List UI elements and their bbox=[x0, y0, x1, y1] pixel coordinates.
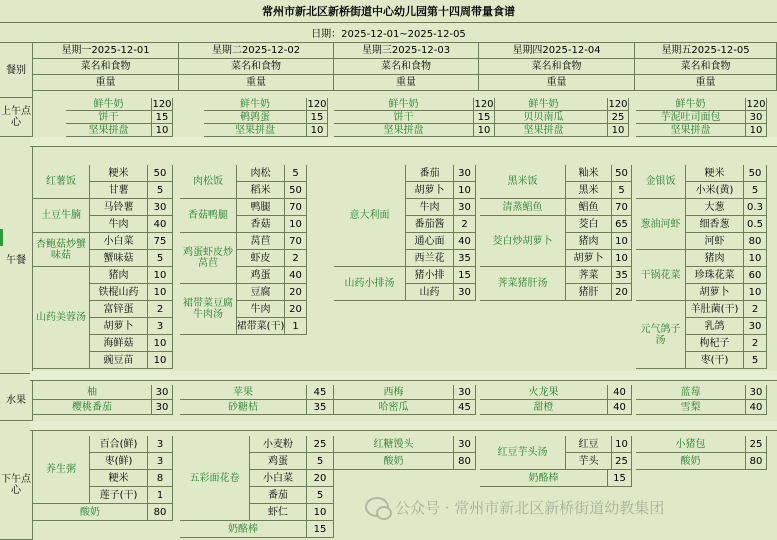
ingredient-cell: 虾皮 bbox=[237, 250, 285, 267]
section-lunch: 午餐 bbox=[0, 147, 33, 374]
ingredient-cell: 番茄 bbox=[250, 487, 307, 504]
ingredient-cell: 豆腐 bbox=[237, 284, 285, 301]
dish-name: 甜橙 bbox=[480, 400, 608, 415]
ingredient-cell: 70 bbox=[612, 199, 632, 216]
ingredient-cell: 50 bbox=[612, 165, 632, 182]
ingredient-cell: 小白菜 bbox=[90, 233, 148, 250]
ingredient-cell: 蟹味菇 bbox=[90, 250, 148, 267]
ingredient-cell: 5 bbox=[148, 250, 173, 267]
ingredient-cell: 1 bbox=[148, 487, 173, 504]
ingredient-cell: 5 bbox=[612, 182, 632, 199]
ingredient-cell: 40 bbox=[608, 385, 632, 400]
ingredient-cell: 10 bbox=[148, 352, 173, 369]
dish-name: 饼干 bbox=[66, 111, 152, 124]
dish-name: 土豆牛腩 bbox=[33, 199, 90, 233]
column-label-amount: 重量 bbox=[33, 75, 179, 91]
ingredient-cell: 80 bbox=[454, 453, 476, 470]
ingredient-cell: 40 bbox=[608, 400, 632, 415]
dish-name: 坚果拼盘 bbox=[204, 124, 307, 137]
ingredient-cell: 10 bbox=[612, 233, 632, 250]
dish-name: 杏鲍菇炒蟹味菇 bbox=[33, 233, 90, 267]
ingredient-cell: 10 bbox=[612, 436, 632, 453]
row-marker bbox=[0, 229, 3, 246]
ingredient-cell: 2 bbox=[744, 335, 767, 352]
dish-name: 鲜牛奶 bbox=[480, 98, 608, 111]
ingredient-cell: 80 bbox=[744, 233, 767, 250]
wechat-logo-icon bbox=[365, 497, 389, 517]
ingredient-cell: 15 bbox=[307, 521, 334, 538]
dish-name: 裙带菜豆腐牛肉汤 bbox=[180, 284, 237, 335]
ingredient-cell: 虾仁 bbox=[250, 504, 307, 521]
ingredient-cell: 10 bbox=[307, 504, 334, 521]
ingredient-cell: 30 bbox=[746, 111, 767, 124]
dish-name: 清蒸鲳鱼 bbox=[480, 199, 566, 216]
dish-name: 元气鸽子汤 bbox=[636, 301, 686, 369]
dish-name: 坚果拼盘 bbox=[334, 124, 474, 137]
section-afternoon-snack: 下午点心 bbox=[0, 430, 33, 540]
watermark bbox=[365, 494, 664, 520]
dish-name: 红薯饭 bbox=[33, 165, 90, 199]
ingredient-cell: 胡萝卜 bbox=[686, 284, 744, 301]
ingredient-cell: 70 bbox=[285, 199, 307, 216]
ingredient-cell: 2 bbox=[744, 301, 767, 318]
dish-name: 坚果拼盘 bbox=[480, 124, 608, 137]
ingredient-cell: 75 bbox=[148, 233, 173, 250]
dish-name: 鲜牛奶 bbox=[66, 98, 152, 111]
dish-name: 饼干 bbox=[334, 111, 474, 124]
ingredient-cell: 45 bbox=[307, 385, 334, 400]
ingredient-cell: 2 bbox=[454, 216, 476, 233]
ingredient-cell: 番茄酱 bbox=[406, 216, 454, 233]
day-header-wed: 星期三2025-12-03 bbox=[334, 43, 479, 59]
page-title: 常州市新北区新桥街道中心幼儿园第十四周带量食谱 bbox=[0, 0, 777, 23]
dish-name: 小猪包 bbox=[636, 436, 746, 453]
ingredient-cell: 海鲜菇 bbox=[90, 335, 148, 352]
ingredient-cell: 30 bbox=[152, 400, 173, 415]
ingredient-cell: 粳米 bbox=[90, 470, 148, 487]
ingredient-cell: 40 bbox=[285, 267, 307, 284]
dish-name: 鹌鹑蛋 bbox=[204, 111, 307, 124]
ingredient-cell: 5 bbox=[307, 487, 334, 504]
ingredient-cell: 茭白 bbox=[566, 216, 612, 233]
ingredient-cell: 10 bbox=[608, 124, 629, 137]
dish-name: 鲜牛奶 bbox=[334, 98, 474, 111]
ingredient-cell: 10 bbox=[612, 250, 632, 267]
ingredient-cell: 鸡蛋 bbox=[237, 267, 285, 284]
ingredient-cell: 红豆 bbox=[566, 436, 612, 453]
ingredient-cell: 肉松 bbox=[237, 165, 285, 182]
ingredient-cell: 籼米 bbox=[566, 165, 612, 182]
ingredient-cell: 65 bbox=[612, 216, 632, 233]
section-divider bbox=[30, 137, 777, 147]
ingredient-cell: 35 bbox=[307, 400, 334, 415]
dish-name: 苹果 bbox=[180, 385, 307, 400]
section-morning-snack: 上午点心 bbox=[0, 98, 33, 137]
ingredient-cell: 5 bbox=[285, 165, 307, 182]
ingredient-cell: 40 bbox=[148, 216, 173, 233]
ingredient-cell: 30 bbox=[454, 199, 476, 216]
ingredient-cell: 10 bbox=[307, 124, 328, 137]
column-label-dish: 菜名和食物 bbox=[635, 59, 777, 75]
dish-name: 金银饭 bbox=[636, 165, 686, 199]
column-label-dish: 菜名和食物 bbox=[179, 59, 334, 75]
dish-name: 干锅花菜 bbox=[636, 250, 686, 301]
ingredient-cell: 30 bbox=[152, 385, 173, 400]
ingredient-cell: 2 bbox=[148, 301, 173, 318]
ingredient-cell: 10 bbox=[152, 124, 173, 137]
ingredient-cell: 50 bbox=[744, 165, 767, 182]
ingredient-cell: 10 bbox=[454, 182, 476, 199]
dish-name: 葱油河虾 bbox=[636, 199, 686, 250]
section-divider bbox=[30, 421, 777, 431]
ingredient-cell: 百合(鲜) bbox=[90, 436, 148, 453]
ingredient-cell: 0.3 bbox=[744, 199, 767, 216]
ingredient-cell: 10 bbox=[744, 284, 767, 301]
ingredient-cell: 10 bbox=[746, 124, 767, 137]
ingredient-cell: 小白菜 bbox=[250, 470, 307, 487]
ingredient-cell: 莴苣 bbox=[237, 233, 285, 250]
ingredient-cell: 西兰花 bbox=[406, 250, 454, 267]
dish-name: 鲜牛奶 bbox=[204, 98, 307, 111]
column-label-dish: 菜名和食物 bbox=[479, 59, 635, 75]
section-divider bbox=[30, 371, 777, 381]
ingredient-cell: 铁棍山药 bbox=[90, 284, 148, 301]
ingredient-cell: 5 bbox=[744, 352, 767, 369]
ingredient-cell: 50 bbox=[285, 182, 307, 199]
column-label-dish: 菜名和食物 bbox=[33, 59, 179, 75]
ingredient-cell: 猪肉 bbox=[686, 250, 744, 267]
ingredient-cell: 30 bbox=[454, 165, 476, 182]
dish-name: 茭白炒胡萝卜 bbox=[480, 216, 566, 267]
ingredient-cell: 80 bbox=[746, 453, 767, 470]
ingredient-cell: 猪小排 bbox=[406, 267, 454, 284]
ingredient-cell: 豌豆苗 bbox=[90, 352, 148, 369]
ingredient-cell: 30 bbox=[454, 284, 476, 301]
ingredient-cell: 15 bbox=[454, 267, 476, 284]
watermark-text: 公众号 · 常州市新北区新桥街道幼教集团 bbox=[395, 498, 665, 517]
dish-name: 红糖馒头 bbox=[334, 436, 454, 453]
ingredient-cell: 小米(黄) bbox=[686, 182, 744, 199]
ingredient-cell: 牛肉 bbox=[237, 301, 285, 318]
column-label-amount: 重量 bbox=[479, 75, 635, 91]
ingredient-cell: 珍珠花菜 bbox=[686, 267, 744, 284]
dish-name: 酸奶 bbox=[636, 453, 746, 470]
day-header-fri: 星期五2025-12-05 bbox=[635, 43, 777, 59]
ingredient-cell: 马铃薯 bbox=[90, 199, 148, 216]
ingredient-cell: 30 bbox=[454, 436, 476, 453]
ingredient-cell: 富锌蛋 bbox=[90, 301, 148, 318]
ingredient-cell: 芋头 bbox=[566, 453, 612, 470]
ingredient-cell: 45 bbox=[454, 400, 476, 415]
dish-name: 蓝莓 bbox=[636, 385, 746, 400]
ingredient-cell: 25 bbox=[307, 436, 334, 453]
column-label-dish: 菜名和食物 bbox=[334, 59, 479, 75]
ingredient-cell: 10 bbox=[744, 250, 767, 267]
ingredient-cell: 裙带菜(干) bbox=[237, 318, 285, 335]
ingredient-cell: 10 bbox=[148, 284, 173, 301]
ingredient-cell: 10 bbox=[474, 124, 495, 137]
ingredient-cell: 8 bbox=[148, 470, 173, 487]
ingredient-cell: 番茄 bbox=[406, 165, 454, 182]
dish-name: 山药小排汤 bbox=[334, 267, 406, 301]
ingredient-cell: 120 bbox=[746, 98, 766, 110]
dish-name: 养生粥 bbox=[33, 436, 90, 504]
dish-name: 雪梨 bbox=[636, 400, 746, 415]
ingredient-cell: 5 bbox=[307, 453, 334, 470]
ingredient-cell: 15 bbox=[608, 470, 632, 487]
dish-name: 砂糖桔 bbox=[180, 400, 307, 415]
day-header-mon: 星期一2025-12-01 bbox=[33, 43, 179, 59]
ingredient-cell: 猪肝 bbox=[566, 284, 612, 301]
ingredient-cell: 40 bbox=[746, 400, 767, 415]
dish-name: 坚果拼盘 bbox=[66, 124, 152, 137]
dish-name: 哈密瓜 bbox=[334, 400, 454, 415]
ingredient-cell: 40 bbox=[454, 233, 476, 250]
day-header-thu: 星期四2025-12-04 bbox=[479, 43, 635, 59]
ingredient-cell: 胡萝卜 bbox=[566, 250, 612, 267]
ingredient-cell: 25 bbox=[746, 436, 767, 453]
ingredient-cell: 乳鸽 bbox=[686, 318, 744, 335]
ingredient-cell: 1 bbox=[285, 318, 307, 335]
ingredient-cell: 15 bbox=[152, 111, 173, 124]
dish-name: 红豆芋头汤 bbox=[480, 436, 566, 470]
dish-name: 樱桃番茄 bbox=[33, 400, 152, 415]
ingredient-cell: 10 bbox=[285, 216, 307, 233]
ingredient-cell: 河虾 bbox=[686, 233, 744, 250]
dish-name: 五彩面花卷 bbox=[180, 436, 250, 521]
dish-name: 坚果拼盘 bbox=[636, 124, 746, 137]
ingredient-cell: 粳米 bbox=[686, 165, 744, 182]
ingredient-cell: 50 bbox=[148, 165, 173, 182]
ingredient-cell: 山药 bbox=[406, 284, 454, 301]
ingredient-cell: 70 bbox=[285, 233, 307, 250]
ingredient-cell: 5 bbox=[148, 182, 173, 199]
dish-name: 鲜牛奶 bbox=[636, 98, 746, 111]
ingredient-cell: 胡萝卜 bbox=[90, 318, 148, 335]
dish-name: 酸奶 bbox=[33, 504, 148, 521]
ingredient-cell: 鲳鱼 bbox=[566, 199, 612, 216]
ingredient-cell: 3 bbox=[148, 453, 173, 470]
dish-name: 鸡蛋虾皮炒莴苣 bbox=[180, 233, 237, 284]
dish-name: 黑米饭 bbox=[480, 165, 566, 199]
ingredient-cell: 稻米 bbox=[237, 182, 285, 199]
ingredient-cell: 30 bbox=[744, 318, 767, 335]
dish-name: 火龙果 bbox=[480, 385, 608, 400]
ingredient-cell: 细香葱 bbox=[686, 216, 744, 233]
ingredient-cell: 35 bbox=[612, 267, 632, 284]
ingredient-cell: 牛肉 bbox=[90, 216, 148, 233]
ingredient-cell: 枸杞子 bbox=[686, 335, 744, 352]
ingredient-cell: 10 bbox=[148, 335, 173, 352]
ingredient-cell: 120 bbox=[152, 98, 172, 110]
ingredient-cell: 羊肚菌(干) bbox=[686, 301, 744, 318]
dish-name: 香菇鸭腿 bbox=[180, 199, 237, 233]
dish-name: 奶酪棒 bbox=[480, 470, 608, 487]
ingredient-cell: 甘薯 bbox=[90, 182, 148, 199]
ingredient-cell: 20 bbox=[285, 301, 307, 318]
ingredient-cell: 通心面 bbox=[406, 233, 454, 250]
ingredient-cell: 30 bbox=[454, 385, 476, 400]
ingredient-cell: 30 bbox=[148, 199, 173, 216]
ingredient-cell: 3 bbox=[148, 318, 173, 335]
ingredient-cell: 香菇 bbox=[237, 216, 285, 233]
column-label-amount: 重量 bbox=[334, 75, 479, 91]
ingredient-cell: 鸭腿 bbox=[237, 199, 285, 216]
section-fruit: 水果 bbox=[0, 381, 33, 421]
ingredient-cell: 80 bbox=[148, 504, 173, 521]
dish-name: 西梅 bbox=[334, 385, 454, 400]
ingredient-cell: 120 bbox=[474, 98, 494, 110]
ingredient-cell: 胡萝卜 bbox=[406, 182, 454, 199]
ingredient-cell: 粳米 bbox=[90, 165, 148, 182]
dish-name: 酸奶 bbox=[334, 453, 454, 470]
meal-category-header: 餐别 bbox=[0, 43, 33, 98]
ingredient-cell: 120 bbox=[608, 98, 628, 110]
day-header-tue: 星期二2025-12-02 bbox=[179, 43, 334, 59]
dish-name: 山药美蓉汤 bbox=[33, 267, 90, 369]
ingredient-cell: 2 bbox=[285, 250, 307, 267]
ingredient-cell: 黑米 bbox=[566, 182, 612, 199]
dish-name: 意大利面 bbox=[334, 165, 406, 267]
ingredient-cell: 莲子(干) bbox=[90, 487, 148, 504]
ingredient-cell: 20 bbox=[307, 470, 334, 487]
ingredient-cell: 30 bbox=[746, 385, 767, 400]
ingredient-cell: 猪肉 bbox=[566, 233, 612, 250]
ingredient-cell: 猪肉 bbox=[90, 267, 148, 284]
ingredient-cell: 25 bbox=[612, 453, 632, 470]
ingredient-cell: 鸡蛋 bbox=[250, 453, 307, 470]
ingredient-cell: 20 bbox=[612, 284, 632, 301]
ingredient-cell: 20 bbox=[285, 284, 307, 301]
ingredient-cell: 大葱 bbox=[686, 199, 744, 216]
dish-name: 奶酪棒 bbox=[180, 521, 307, 538]
dish-name: 柚 bbox=[33, 385, 152, 400]
dish-name: 荠菜猪肝汤 bbox=[480, 267, 566, 301]
ingredient-cell: 15 bbox=[474, 111, 495, 124]
ingredient-cell: 荠菜 bbox=[566, 267, 612, 284]
dish-name: 芋泥吐司面包 bbox=[636, 111, 746, 124]
ingredient-cell: 牛肉 bbox=[406, 199, 454, 216]
ingredient-cell: 25 bbox=[608, 111, 629, 124]
ingredient-cell: 10 bbox=[148, 267, 173, 284]
column-label-amount: 重量 bbox=[635, 75, 777, 91]
ingredient-cell: 枣(干) bbox=[686, 352, 744, 369]
ingredient-cell: 5 bbox=[744, 182, 767, 199]
ingredient-cell: 3 bbox=[148, 436, 173, 453]
ingredient-cell: 0.5 bbox=[744, 216, 767, 233]
ingredient-cell: 小麦粉 bbox=[250, 436, 307, 453]
ingredient-cell: 枣(鲜) bbox=[90, 453, 148, 470]
dish-name: 肉松饭 bbox=[180, 165, 237, 199]
dish-name: 贝贝南瓜 bbox=[480, 111, 608, 124]
ingredient-cell: 15 bbox=[307, 111, 328, 124]
column-label-amount: 重量 bbox=[179, 75, 334, 91]
ingredient-cell: 60 bbox=[744, 267, 767, 284]
date-range: 日期：2025-12-01~2025-12-05 bbox=[0, 23, 777, 43]
ingredient-cell: 35 bbox=[454, 250, 476, 267]
ingredient-cell: 120 bbox=[307, 98, 327, 110]
